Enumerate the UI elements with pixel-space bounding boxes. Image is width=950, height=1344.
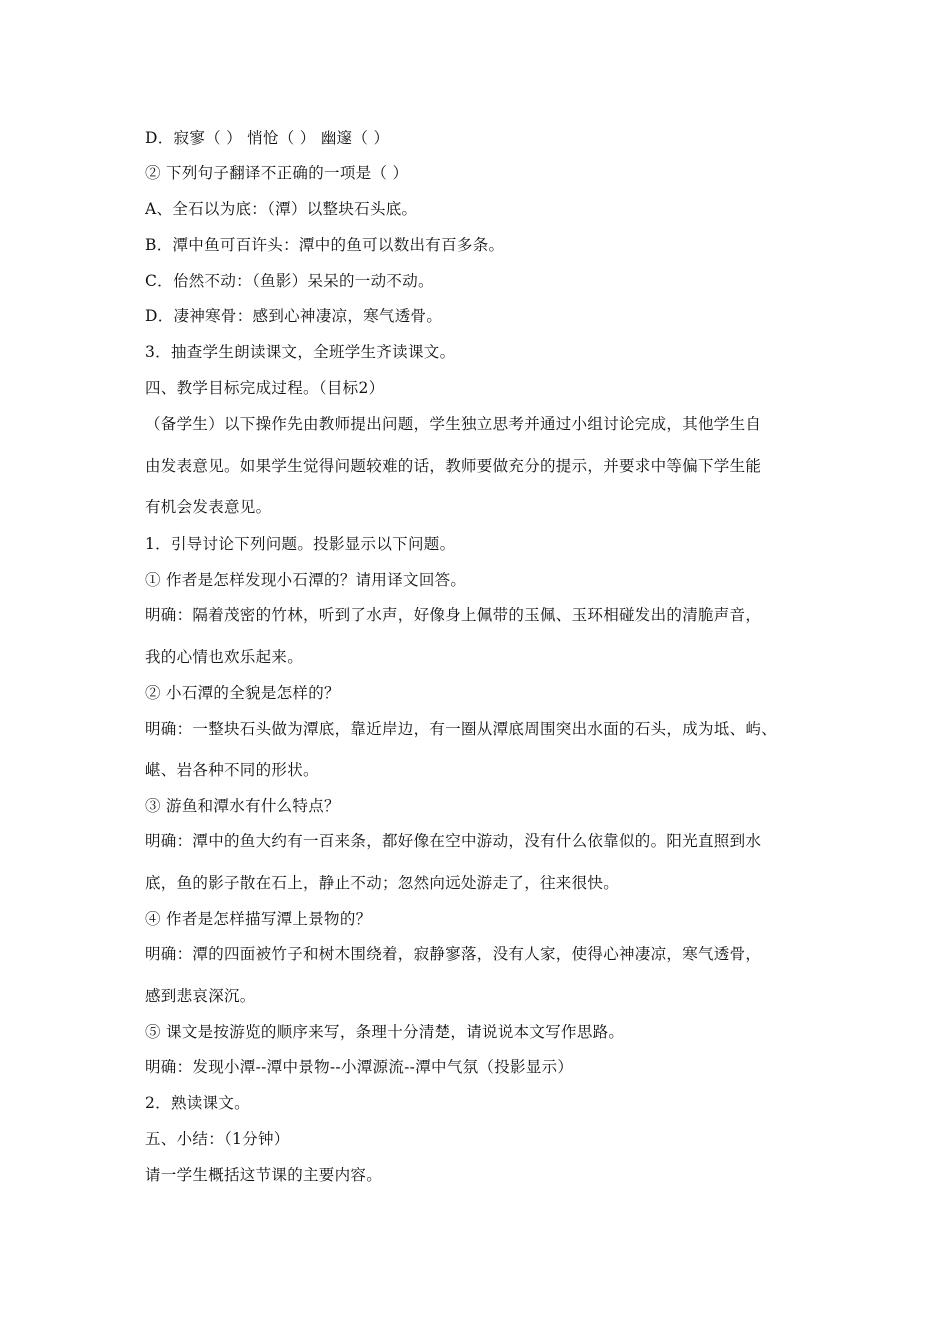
paragraph-line-2: 由发表意见。如果学生觉得问题较难的话，教师要做充分的提示，并要求中等偏下学生能 xyxy=(145,457,762,475)
option-d-translation: D．凄神寒骨：感到心神凄凉，寒气透骨。 xyxy=(145,307,443,325)
option-a-translation: A、全石以为底：（潭）以整块石头底。 xyxy=(145,200,418,218)
answer-1-line-2: 我的心情也欢乐起来。 xyxy=(145,648,304,666)
option-d-words: D．寂寥（ ） 悄怆（ ） 幽邃（ ） xyxy=(145,129,390,147)
option-b-translation: B．潭中鱼可百许头：潭中的鱼可以数出有百多条。 xyxy=(145,236,505,254)
answer-2-line-1: 明确：一整块石头做为潭底，靠近岸边，有一圈从潭底周围突出水面的石头，成为坻、屿、 xyxy=(145,720,778,738)
answer-4-line-2: 感到悲哀深沉。 xyxy=(145,987,256,1005)
question-3: ③ 游鱼和潭水有什么特点？ xyxy=(145,797,340,815)
option-c-translation: C．佁然不动：（鱼影）呆呆的一动不动。 xyxy=(145,272,434,290)
question-2: ② 小石潭的全貌是怎样的？ xyxy=(145,684,340,702)
question-5: ⑤ 课文是按游览的顺序来写，条理十分清楚，请说说本文写作思路。 xyxy=(145,1023,625,1041)
answer-5: 明确：发现小潭--潭中景物--小潭源流--潭中气氛（投影显示） xyxy=(145,1058,574,1076)
answer-1-line-1: 明确：隔着茂密的竹林，听到了水声，好像身上佩带的玉佩、玉环相碰发出的清脆声音， xyxy=(145,606,762,624)
answer-3-line-2: 底，鱼的影子散在石上，静止不动；忽然向远处游走了，往来很快。 xyxy=(145,874,620,892)
section-5-heading: 五、小结：（1分钟） xyxy=(145,1130,290,1148)
paragraph-line-3: 有机会发表意见。 xyxy=(145,498,272,516)
answer-4-line-1: 明确：潭的四面被竹子和树木围绕着，寂静寥落，没有人家，使得心神凄凉，寒气透骨， xyxy=(145,945,762,963)
summary-instruction: 请一学生概括这节课的主要内容。 xyxy=(145,1166,383,1184)
answer-3-line-1: 明确：潭中的鱼大约有一百来条，都好像在空中游动，没有什么依靠似的。阳光直照到水 xyxy=(145,832,762,850)
question-4: ④ 作者是怎样描写潭上景物的？ xyxy=(145,910,372,928)
step-1-discussion: 1．引导讨论下列问题。投影显示以下问题。 xyxy=(145,535,456,553)
paragraph-line-1: （备学生）以下操作先由教师提出问题，学生独立思考并通过小组讨论完成，其他学生自 xyxy=(145,415,762,433)
step-3-reading: 3．抽查学生朗读课文，全班学生齐读课文。 xyxy=(145,343,456,361)
question-2-translation: ② 下列句子翻译不正确的一项是（ ） xyxy=(145,164,409,182)
answer-2-line-2: 嵁、岩各种不同的形状。 xyxy=(145,761,319,779)
question-1: ① 作者是怎样发现小石潭的？请用译文回答。 xyxy=(145,571,467,589)
step-2-reading: 2．熟读课文。 xyxy=(145,1094,250,1112)
section-4-heading: 四、教学目标完成过程。（目标2） xyxy=(145,379,385,397)
